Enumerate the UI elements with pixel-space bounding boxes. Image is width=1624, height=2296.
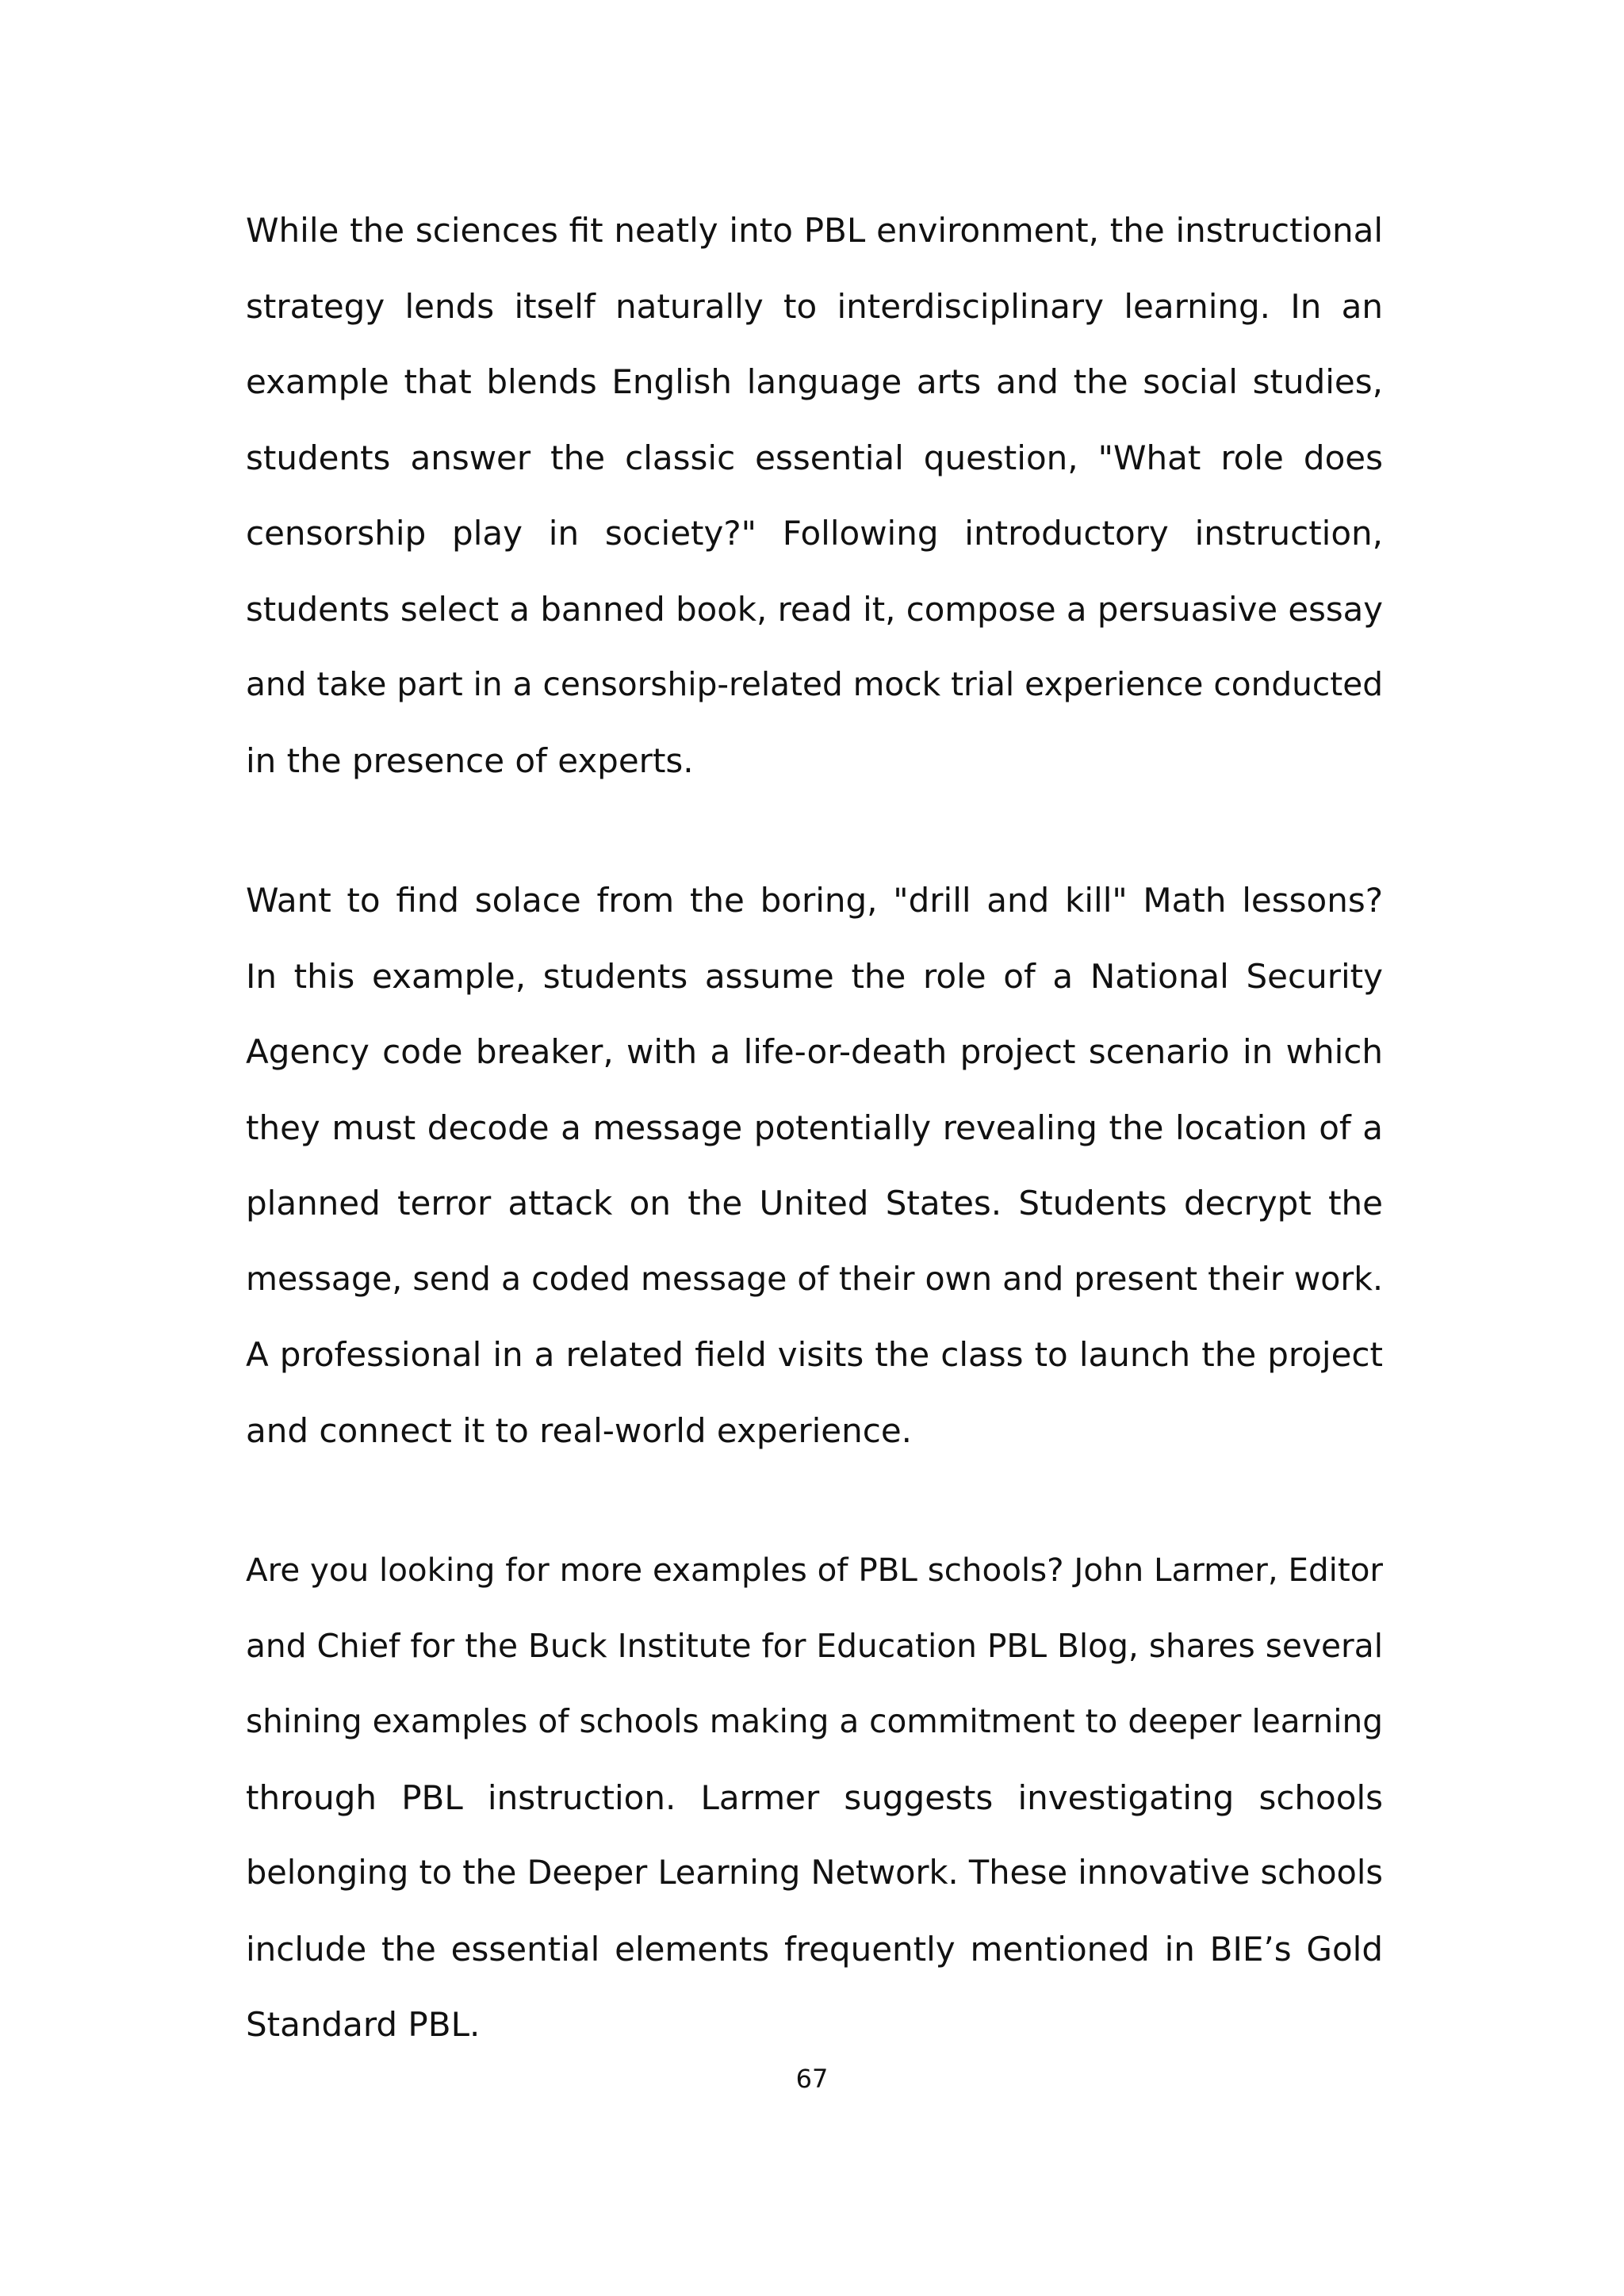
text-line: students select a banned book, read it, compose a persuasive essay [246,589,1383,629]
text-line: and take part in a censorship-related mock trial experience conducted [246,665,1383,703]
text-line: they must decode a message potentially revealing the location of a [246,1108,1383,1147]
paragraph-science-interdisciplinary [246,193,1383,798]
text-line: belonging to the Deeper Learning Network. These innovative schools [246,1854,1383,1892]
text-line: students answer the classic essential question, "What role does [246,438,1383,477]
text-line: message, send a coded message of their own and present their work. [246,1259,1383,1298]
paragraph-pbl-schools [246,1533,1383,2063]
text-line: and connect it to real-world experience. [246,1410,913,1450]
text-line: While the sciences fit neatly into PBL environment, the instructional [246,211,1383,250]
text-line: through PBL instruction. Larmer suggests investigating schools [246,1777,1383,1817]
text-line: in the presence of experts. [246,740,694,780]
page-number: 67 [795,2064,829,2094]
paragraph-math-example [246,863,1383,1468]
text-line: example that blends English language arts and the social studies, [246,362,1383,401]
text-line: include the essential elements frequently mentioned in BIE’s Gold [246,1929,1383,1969]
text-line: and Chief for the Buck Institute for Education PBL Blog, shares several [246,1626,1383,1665]
text-line: In this example, students assume the role of a National Security [246,956,1383,996]
text-line: shining examples of schools making a commitment to deeper learning [246,1702,1383,1740]
text-line: planned terror attack on the United States. Students decrypt the [246,1184,1383,1223]
text-line: Want to find solace from the boring, "drill and kill" Math lessons? [246,881,1383,920]
text-line: Agency code breaker, with a life-or-death project scenario in which [246,1032,1383,1071]
text-line: strategy lends itself naturally to interdisciplinary learning. In an [246,286,1383,326]
text-line: censorship play in society?" Following introductory instruction, [246,514,1383,553]
text-line: Are you looking for more examples of PBL schools? John Larmer, Editor [246,1552,1383,1589]
text-line: Standard PBL. [246,2005,481,2044]
text-line: A professional in a related field visits the class to launch the project [246,1335,1383,1374]
